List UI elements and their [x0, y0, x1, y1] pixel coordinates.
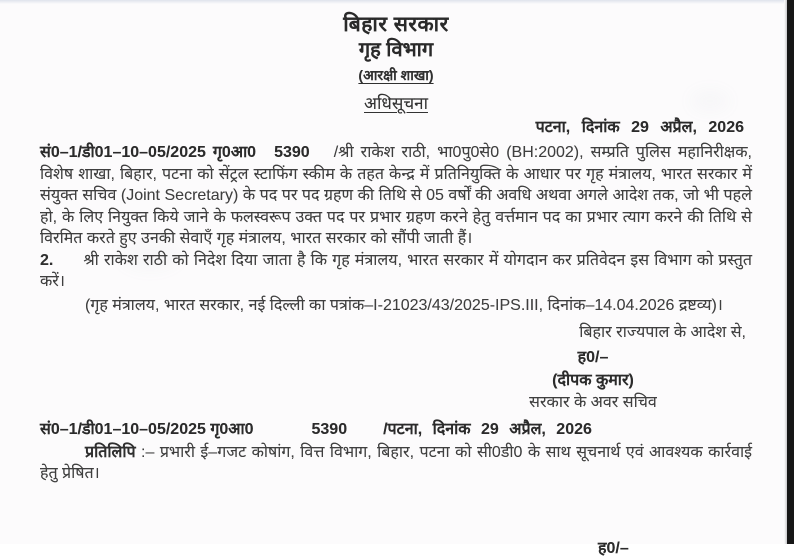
department-name: गृह विभाग	[358, 39, 434, 61]
government-name: बिहार सरकार	[343, 13, 449, 36]
top-dateline: पटना, दिनांक 29 अप्रैल, 2026	[535, 119, 744, 136]
signatory-name: (दीपक कुमार)	[552, 371, 634, 389]
notification-heading	[40, 93, 752, 114]
scan-top-edge	[0, 0, 794, 4]
branch-name	[40, 66, 752, 84]
paragraph-1-text: /श्री राकेश राठी, भा0पु0से0 (BH:2002), सम्प्रति पुलिस महानिरीक्षक, विशेष शाखा, बिहार, पटना को सेंट्रल स्टाफिंग स्कीम के तहत केन्द्र में प्रतिनियुक्ति के आधार पर गृह मंत्रालय, भारत सरकार में संयुक्त सचिव (Joint Secretary) के पद पर पद ग्रहण की तिथि से 05 वर्षों की अवधि अथवा अगले आदेश तक, जो भी पहले हो, के लिए नियुक्त किये जाने के फलस्वरूप उक्त पद पर प्रभार ग्रहण करने हेतु वर्त्तमान पद का प्रभार त्याग करने की तिथि से विरमित करते हुए उनकी सेवाएँ गृह मंत्रालय, भारत सरकार को सौंपी जाती हैं।	[40, 144, 752, 247]
footer-reference-line	[40, 419, 752, 440]
letter-ref-number: सं0–1/डी01–10–05/2025 गृ0आ0	[40, 144, 257, 161]
paragraph-2	[40, 250, 752, 293]
notification-heading-text: अधिसूचना	[364, 94, 428, 113]
signature-block	[458, 347, 728, 415]
signature-mark: ह0/–	[577, 349, 609, 366]
paragraph-3-reference-note: (गृह मंत्रालय, भारत सरकार, नई दिल्ली का पत्रांक–I-21023/43/2025-IPS.III, दिनांक–14.04.2026 द्रष्टव्य)।	[85, 296, 723, 314]
footer-issue-number: 5390	[311, 420, 348, 438]
issue-number: 5390	[274, 144, 310, 161]
copy-label: प्रतिलिपि	[85, 443, 136, 461]
footer-place-date: /पटना, दिनांक 29 अप्रैल, 2026	[383, 420, 592, 438]
branch-name-text: (आरक्षी शाखा)	[358, 67, 434, 83]
signatory-designation: सरकार के अवर सचिव	[529, 394, 657, 411]
copy-forwarding-paragraph	[40, 442, 752, 485]
signature-mark-cut-off: ह0/–	[598, 540, 629, 557]
footer-ref-number: सं0–1/डी01–10–05/2025 गृ0आ0	[40, 420, 254, 438]
paragraph-1	[40, 142, 752, 250]
document-content	[40, 12, 752, 485]
by-order-line: बिहार राज्यपाल के आदेश से,	[579, 324, 746, 341]
copy-text: :– प्रभारी ई–गजट कोषांग, वित्त विभाग, बिहार, पटना को सी0डी0 के साथ सूचनार्थ एवं आवश्यक कार्रवाई हेतु प्रेषित।	[40, 443, 752, 482]
paragraph-2-text: श्री राकेश राठी को निदेश दिया जाता है कि गृह मंत्रालय, भारत सरकार में योगदान कर प्रतिवेदन इस विभाग को प्रस्तुत करें।	[40, 251, 752, 290]
paragraph-2-number: 2.	[40, 251, 54, 269]
scan-right-edge	[787, 0, 794, 544]
